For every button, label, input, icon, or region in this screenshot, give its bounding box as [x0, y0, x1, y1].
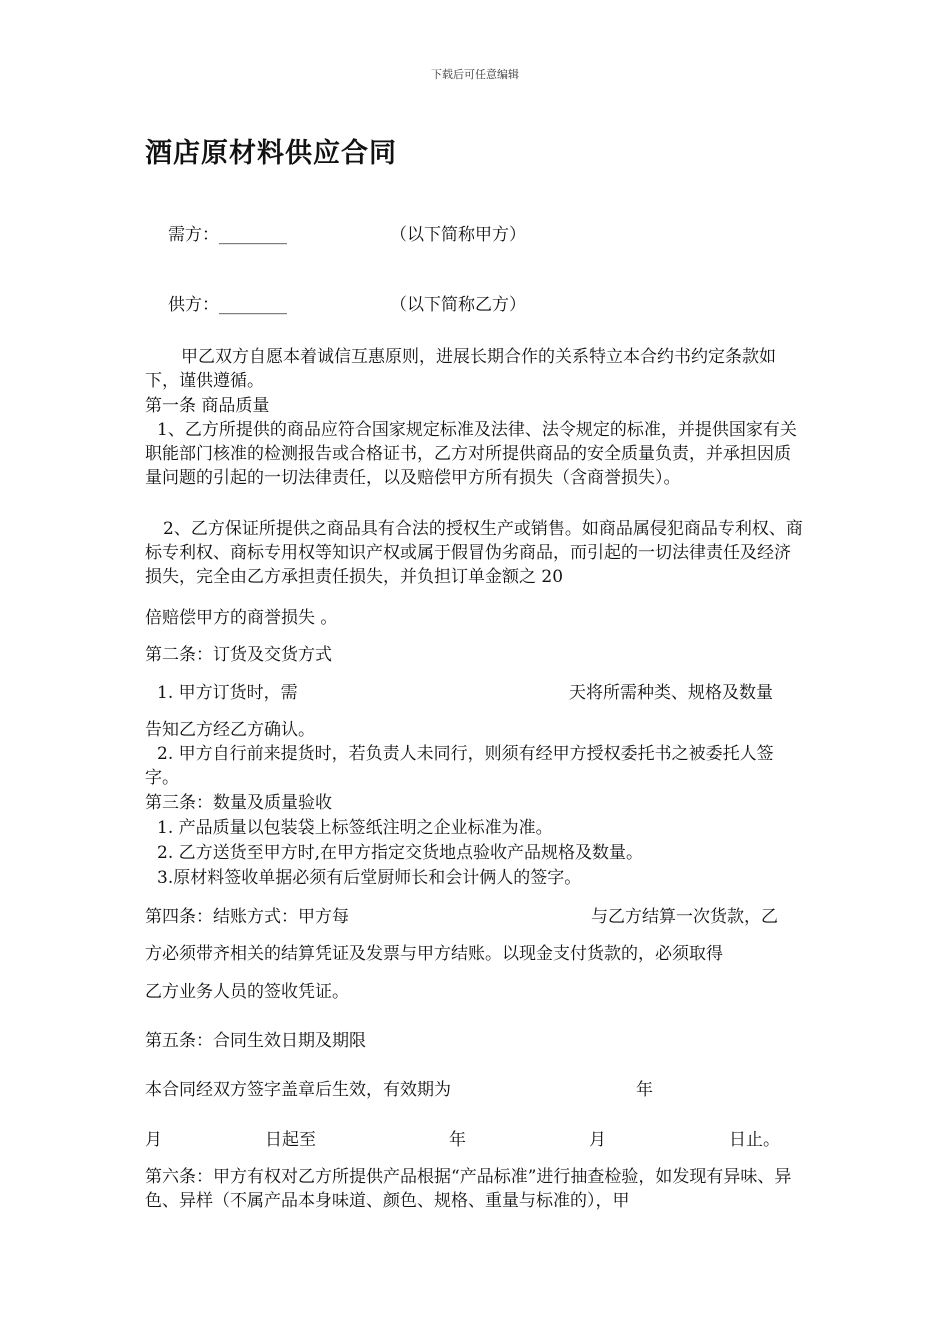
- article-5-day-end: 日止。: [729, 1130, 780, 1150]
- article-2-clause-1-end: 天将所需种类、规格及数量: [569, 683, 773, 703]
- article-4-line-1-end: 与乙方结算一次货款，乙: [591, 907, 778, 927]
- article-3-item-1: 1. 产品质量以包装袋上标签纸注明之企业标准为准。: [157, 818, 553, 838]
- article-1-heading: 第一条 商品质量: [145, 396, 270, 416]
- article-5-heading: 第五条：合同生效日期及期限: [145, 1031, 366, 1051]
- article-5-line-1-year: 年: [636, 1080, 653, 1100]
- article-2-clause-1-cont: 告知乙方经乙方确认。: [145, 720, 315, 740]
- document-title: 酒店原材料供应合同: [145, 138, 397, 169]
- article-5-day-from: 日起至: [265, 1130, 316, 1150]
- article-5-month-2: 月: [589, 1130, 606, 1150]
- article-5-year-2: 年: [449, 1130, 466, 1150]
- party-b-note: （以下简称乙方）: [390, 295, 526, 315]
- party-b-label: 供方：: [168, 295, 219, 315]
- article-3-item-3: 3.原材料签收单据必须有后堂厨师长和会计俩人的签字。: [157, 868, 582, 888]
- party-b-line: [168, 293, 287, 317]
- article-3-heading: 第三条：数量及质量验收: [145, 793, 332, 813]
- party-a-blank: ________: [219, 225, 287, 245]
- article-4-line-1-start: 第四条：结账方式：甲方每: [145, 907, 349, 927]
- header-note: 下载后可任意编辑: [431, 68, 519, 81]
- article-2-clause-2: 2. 甲方自行前来提货时，若负责人未同行，则须有经甲方授权委托书之被委托人签字。: [145, 744, 774, 788]
- article-1-clause-2-tail: 倍赔偿甲方的商誉损失 。: [145, 608, 338, 628]
- article-5-line-1-start: 本合同经双方签字盖章后生效，有效期为: [145, 1080, 451, 1100]
- party-a-line: [168, 223, 287, 247]
- article-4-line-3: 乙方业务人员的签收凭证。: [145, 982, 349, 1002]
- article-6-paragraph: 第六条：甲方有权对乙方所提供产品根据“产品标准”进行抽查检验，如发现有异味、异色、异样（不属产品本身味道、颜色、规格、重量与标准的），甲: [145, 1167, 792, 1211]
- article-4-line-2: 方必须带齐相关的结算凭证及发票与甲方结账。以现金支付货款的，必须取得: [145, 944, 723, 964]
- article-2-clause-1-start: 1. 甲方订货时，需: [157, 683, 298, 703]
- party-a-label: 需方：: [168, 225, 219, 245]
- article-2-heading: 第二条：订货及交货方式: [145, 645, 332, 665]
- article-5-month-1: 月: [145, 1130, 162, 1150]
- party-a-note: （以下简称甲方）: [390, 225, 526, 245]
- article-1-clause-1: 1、乙方所提供的商品应符合国家规定标准及法律、法令规定的标准，并提供国家有关职能部门核准的检测报告或合格证书，乙方对所提供商品的安全质量负责，并承担因质量问题的引起的一切法律责任，以及赔偿甲方所有损失（含商誉损失）。: [145, 420, 797, 488]
- party-b-blank: ________: [219, 295, 287, 315]
- intro-paragraph: 甲乙双方自愿本着诚信互惠原则，进展长期合作的关系特立本合约书约定条款如下，谨供遵循。: [145, 347, 776, 391]
- article-1-clause-2: 2、乙方保证所提供之商品具有合法的授权生产或销售。如商品属侵犯商品专利权、商标专利权、商标专用权等知识产权或属于假冒伪劣商品，而引起的一切法律责任及经济损失，完全由乙方承担责任损失，并负担订单金额之 20: [145, 519, 803, 587]
- article-3-item-2: 2. 乙方送货至甲方时,在甲方指定交货地点验收产品规格及数量。: [157, 843, 644, 863]
